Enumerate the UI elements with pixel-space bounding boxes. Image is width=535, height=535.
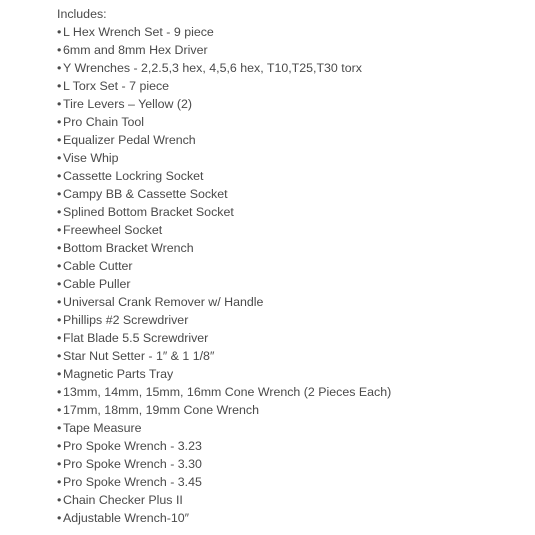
bullet-icon: • [57,169,62,183]
bullet-icon: • [57,187,62,201]
list-item-text: 13mm, 14mm, 15mm, 16mm Cone Wrench (2 Pieces Each) [63,385,392,399]
list-item [57,419,535,437]
list-item-text: Splined Bottom Bracket Socket [63,205,234,219]
includes-section [57,5,535,527]
list-item-text: Pro Spoke Wrench - 3.30 [63,457,202,471]
list-item-text: Flat Blade 5.5 Screwdriver [63,331,209,345]
list-item [57,149,535,167]
list-item-text: Freewheel Socket [63,223,163,237]
bullet-icon: • [57,97,62,111]
list-item [57,455,535,473]
list-item-text: Universal Crank Remover w/ Handle [63,295,264,309]
list-item [57,257,535,275]
list-item [57,95,535,113]
list-item [57,185,535,203]
list-item-text: Bottom Bracket Wrench [63,241,194,255]
bullet-icon: • [57,511,62,525]
list-item-text: Cassette Lockring Socket [63,169,204,183]
list-item [57,113,535,131]
bullet-icon: • [57,331,62,345]
list-item-text: Vise Whip [63,151,119,165]
list-item [57,131,535,149]
bullet-icon: • [57,79,62,93]
list-item [57,167,535,185]
list-item [57,221,535,239]
bullet-icon: • [57,475,62,489]
bullet-icon: • [57,385,62,399]
list-item [57,473,535,491]
bullet-icon: • [57,457,62,471]
list-item-text: Phillips #2 Screwdriver [63,313,189,327]
bullet-icon: • [57,205,62,219]
list-item [57,41,535,59]
list-item-text: 17mm, 18mm, 19mm Cone Wrench [63,403,260,417]
list-item-text: Campy BB & Cassette Socket [63,187,228,201]
list-item-text: L Torx Set - 7 piece [63,79,170,93]
list-item [57,437,535,455]
bullet-icon: • [57,25,62,39]
bullet-icon: • [57,61,62,75]
list-item-text: Tape Measure [63,421,142,435]
bullet-icon: • [57,115,62,129]
list-item-text: Equalizer Pedal Wrench [63,133,196,147]
list-item [57,491,535,509]
list-item-text: Pro Chain Tool [63,115,145,129]
list-item [57,347,535,365]
list-item [57,293,535,311]
bullet-icon: • [57,151,62,165]
list-item-text: Pro Spoke Wrench - 3.45 [63,475,202,489]
list-item [57,239,535,257]
bullet-icon: • [57,439,62,453]
list-item-text: Pro Spoke Wrench - 3.23 [63,439,202,453]
bullet-icon: • [57,277,62,291]
list-item [57,401,535,419]
list-item [57,509,535,527]
bullet-icon: • [57,241,62,255]
list-item-text: 6mm and 8mm Hex Driver [63,43,208,57]
list-item [57,77,535,95]
bullet-icon: • [57,421,62,435]
list-item-text: Adjustable Wrench-10″ [63,511,190,525]
bullet-icon: • [57,349,62,363]
bullet-icon: • [57,259,62,273]
tool-list [57,23,535,527]
list-item-text: Star Nut Setter - 1″ & 1 1/8″ [63,349,215,363]
includes-heading: Includes: [57,7,107,21]
bullet-icon: • [57,133,62,147]
bullet-icon: • [57,493,62,507]
list-item-text: Cable Puller [63,277,131,291]
list-item [57,311,535,329]
bullet-icon: • [57,403,62,417]
list-item [57,383,535,401]
bullet-icon: • [57,43,62,57]
bullet-icon: • [57,295,62,309]
bullet-icon: • [57,223,62,237]
list-item [57,59,535,77]
list-item-text: Magnetic Parts Tray [63,367,174,381]
list-item-text: Tire Levers – Yellow (2) [63,97,193,111]
list-item [57,365,535,383]
list-item [57,275,535,293]
bullet-icon: • [57,367,62,381]
list-item [57,23,535,41]
list-item-text: Cable Cutter [63,259,133,273]
list-item-text: Chain Checker Plus II [63,493,183,507]
list-item [57,203,535,221]
list-item [57,329,535,347]
list-item-text: L Hex Wrench Set - 9 piece [63,25,214,39]
bullet-icon: • [57,313,62,327]
list-item-text: Y Wrenches - 2,2.5,3 hex, 4,5,6 hex, T10,T25,T30 torx [63,61,362,75]
